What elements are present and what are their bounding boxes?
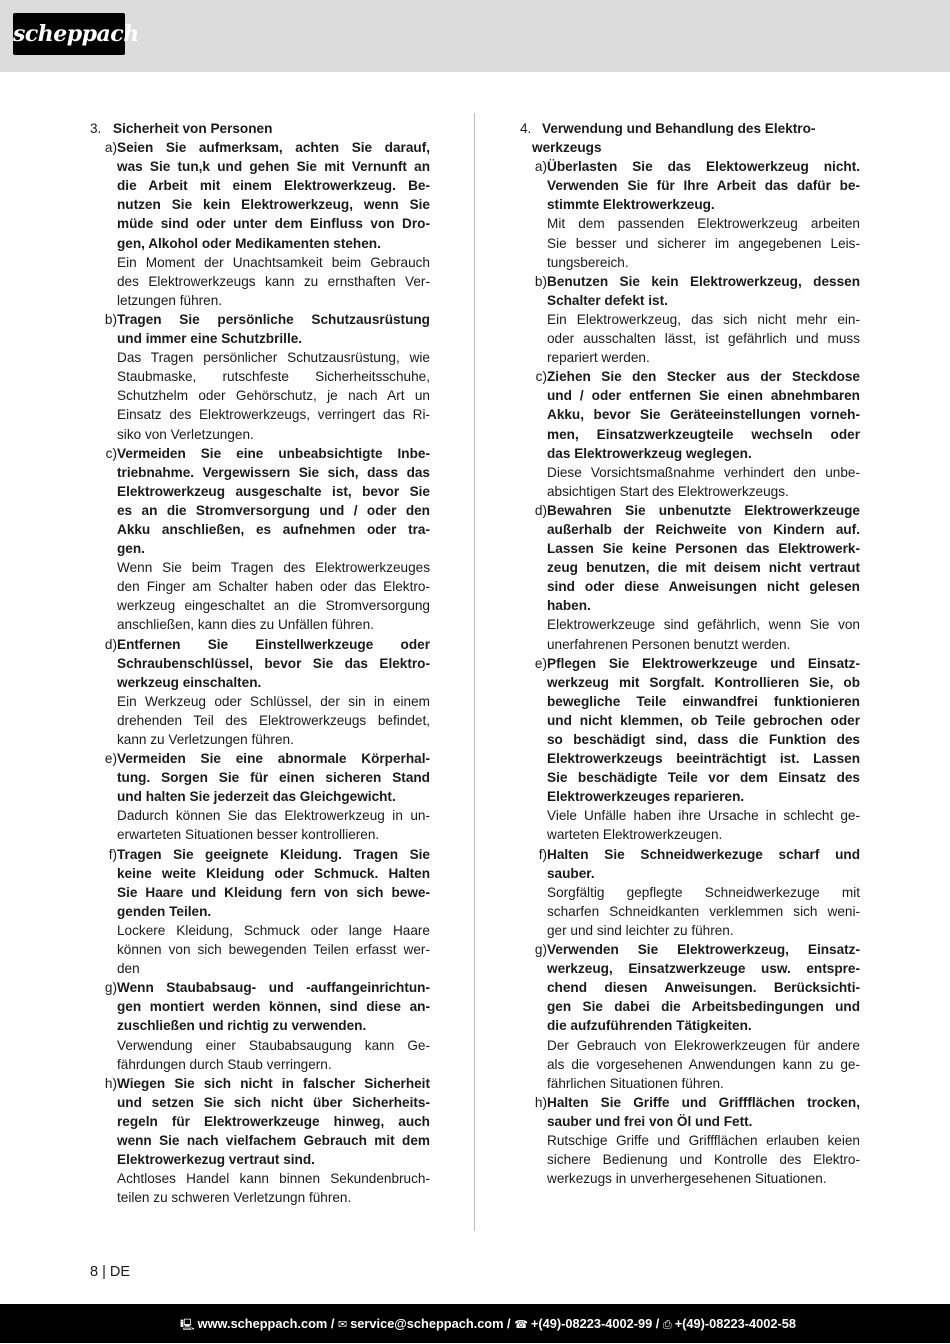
explanation-line: oder ausschalten lässt, ist gefährlich und muss bbox=[547, 331, 860, 347]
section-number: 3. bbox=[90, 121, 102, 136]
item-body bbox=[547, 501, 860, 654]
instruction-line: genden Teilen. bbox=[117, 903, 212, 919]
instruction-line: Sie beschädigte Teile vor dem Einsatz des bbox=[547, 770, 860, 786]
item-letter: f) bbox=[108, 846, 117, 862]
explanation-line: siko von Verletzungen. bbox=[117, 426, 254, 442]
explanation-line: Sie besser und sicherer im angegebenen Leis- bbox=[547, 235, 860, 251]
instruction-line: Wenn Staubabsaug- und -auffangeinrichtun- bbox=[117, 980, 430, 996]
header-bar bbox=[0, 0, 950, 72]
explanation-line: Lockere Kleidung, Schmuck oder lange Haare bbox=[117, 922, 430, 938]
explanation-line: teilen zu schweren Verletzungn führen. bbox=[117, 1190, 352, 1206]
instruction-line: Halten Sie Griffe und Griffflächen trocken, bbox=[547, 1094, 860, 1110]
section-heading bbox=[90, 119, 430, 138]
instruction-line: wenn Sie nach vielfachem Gebrauch mit dem bbox=[117, 1132, 430, 1148]
instruction-line: werkzeug mit Sorgfalt. Kontrollieren Sie, ob bbox=[547, 674, 860, 690]
instruction-line: Verwenden Sie für Ihre Arbeit das dafür be- bbox=[547, 178, 860, 194]
item-body bbox=[117, 845, 430, 979]
list-item bbox=[90, 978, 430, 1073]
item-body bbox=[117, 978, 430, 1073]
explanation-line: unerfahrenen Personen benutzt werden. bbox=[547, 636, 791, 652]
item-body bbox=[547, 654, 860, 845]
instruction-line: Vermeiden Sie eine abnormale Körperhal- bbox=[117, 751, 430, 767]
instruction-line: außerhalb der Reichweite von Kindern auf. bbox=[547, 521, 860, 537]
explanation-line: Elektrowerkzeuge sind gefährlich, wenn Sie von bbox=[547, 617, 860, 633]
instruction-line: keine weite Kleidung oder Schmuck. Halten bbox=[117, 865, 430, 881]
instruction-line: men, Einsatzwerkzeugteile wechseln oder bbox=[547, 426, 860, 442]
instruction-line: sind oder diese Anweisungen nicht gelesen bbox=[547, 579, 860, 595]
instruction-line: es an die Stromversorgung und / oder den bbox=[117, 502, 430, 518]
left-column bbox=[90, 119, 430, 1207]
instruction-line: und immer eine Schutzbrille. bbox=[117, 331, 303, 347]
explanation-line: Ein Moment der Unachtsamkeit beim Gebrauch bbox=[117, 254, 430, 270]
instruction-line: Verwenden Sie Elektrowerkzeug, Einsatz- bbox=[547, 942, 860, 958]
instruction-line: und / oder entfernen Sie einen abnehmbaren bbox=[547, 388, 860, 404]
instruction-line: zeug benutzen, die mit deisem nicht vertraut bbox=[547, 560, 860, 576]
explanation-line: warteten Elektrowerkzeugen. bbox=[547, 827, 723, 843]
list-item bbox=[90, 635, 430, 750]
item-letter: g) bbox=[534, 942, 547, 958]
instruction-line: Tragen Sie geeignete Kleidung. Tragen Sie bbox=[117, 846, 430, 862]
explanation-line: absichtigen Start des Elektrowerkzeugs. bbox=[547, 483, 789, 499]
list-item bbox=[520, 940, 860, 1093]
instruction-line: regeln für Elektrowerkzeuge hinweg, auch bbox=[117, 1113, 430, 1129]
item-letter: d) bbox=[104, 636, 117, 652]
instruction-line: Schraubenschlüssel, bevor Sie das Elektro- bbox=[117, 655, 430, 671]
instruction-line: werkzeug einschalten. bbox=[117, 674, 262, 690]
list-item bbox=[90, 1074, 430, 1208]
instruction-line: und halten Sie jederzeit das Gleichgewicht. bbox=[117, 789, 396, 805]
instruction-line: Akku, bevor Sie Geräteeinstellungen vorneh- bbox=[547, 407, 860, 423]
instruction-line: Elektrowerkezug vertraut sind. bbox=[117, 1152, 315, 1168]
explanation-line: Wenn Sie beim Tragen des Elektrowerkzeuges bbox=[117, 560, 430, 576]
list-item bbox=[90, 310, 430, 444]
instruction-line: zuschließen und richtig zu verwenden. bbox=[117, 1018, 367, 1034]
explanation-line: tungsbereich. bbox=[547, 254, 629, 270]
explanation-line: den bbox=[117, 961, 140, 977]
instruction-line: und nicht klemmen, ob Teile gebrochen oder bbox=[547, 712, 860, 728]
instruction-line: Seien Sie aufmerksam, achten Sie darauf, bbox=[117, 140, 430, 156]
instruction-line: triebnahme. Vergewissern Sie sich, dass das bbox=[117, 464, 430, 480]
item-letter: f) bbox=[538, 846, 547, 862]
explanation-line: Viele Unfälle haben ihre Ursache in schlecht ge- bbox=[547, 808, 860, 824]
item-body bbox=[547, 1093, 860, 1188]
instruction-line: gen montiert werden können, sind diese an- bbox=[117, 999, 430, 1015]
instruction-line: die Arbeit mit einem Elektrowerkzeug. Be- bbox=[117, 178, 430, 194]
instruction-line: Lassen Sie keine Personen das Elektrowerk- bbox=[547, 541, 860, 557]
instruction-line: Tragen Sie persönliche Schutzausrüstung bbox=[117, 311, 430, 327]
instruction-line: Elektrowerkzeuges reparieren. bbox=[547, 789, 745, 805]
item-letter: c) bbox=[535, 369, 547, 385]
explanation-line: als die vorgesehenen Anwendungen kann zu ge- bbox=[547, 1056, 860, 1072]
instruction-line: bewegliche Teile einwandfrei funktionieren bbox=[547, 693, 860, 709]
instruction-line: stimmte Elektrowerkzeug. bbox=[547, 197, 715, 213]
instruction-line: Bewahren Sie unbenutzte Elektrowerkzeuge bbox=[547, 502, 860, 518]
item-body bbox=[117, 138, 430, 310]
instruction-line: Halten Sie Schneidwerkezuge scharf und bbox=[547, 846, 860, 862]
instruction-line: müde sind oder unter dem Einfluss von Dro- bbox=[117, 216, 430, 232]
explanation-line: Mit dem passenden Elektrowerkzeug arbeiten bbox=[547, 216, 860, 232]
instruction-line: das Elektrowerkzeug weglegen. bbox=[547, 445, 752, 461]
item-body bbox=[547, 940, 860, 1093]
explanation-line: kann zu Verletzungen führen. bbox=[117, 732, 294, 747]
brand-logo: scheppach bbox=[13, 13, 125, 55]
instruction-line: werkzeug, Einsatzwerkzeuge usw. entspre- bbox=[547, 961, 860, 977]
item-letter: b) bbox=[534, 273, 547, 289]
instruction-line: Benutzen Sie kein Elektrowerkzeug, dessen bbox=[547, 273, 860, 289]
instruction-line: so beschädigt sind, dass die Funktion des bbox=[547, 732, 860, 747]
instruction-line: Sie Haare und Kleidung fern von sich bewe- bbox=[117, 884, 430, 900]
instruction-line: Elektrowerkzeug ausgeschalte ist, bevor Sie bbox=[117, 483, 430, 499]
list-item bbox=[520, 1093, 860, 1188]
explanation-line: sichere Bedienung und Kontrolle des Elektro- bbox=[547, 1152, 860, 1168]
item-letter: d) bbox=[534, 502, 547, 518]
instruction-line: die aufzuführenden Tätigkeiten. bbox=[547, 1018, 752, 1034]
section-title: Sicherheit von Personen bbox=[113, 121, 273, 136]
list-item bbox=[520, 367, 860, 501]
explanation-line: des Elektrowerkzeugs kann zu ernsthaften Ver- bbox=[117, 273, 430, 289]
explanation-line: Verwendung einer Staubabsaugung kann Ge- bbox=[117, 1037, 430, 1053]
instruction-line: und setzen Sie sich nicht über Sicherheits- bbox=[117, 1094, 430, 1110]
item-body bbox=[117, 749, 430, 844]
list-item bbox=[520, 845, 860, 940]
column-divider bbox=[474, 113, 475, 1231]
website-link[interactable]: www.scheppach.com / bbox=[197, 1316, 335, 1331]
instruction-line: Akku anschließen, es aufnehmen oder tra- bbox=[117, 521, 430, 537]
instruction-line: gen, Alkohol oder Medikamenten stehen. bbox=[117, 235, 381, 251]
explanation-line: fährlichen Situationen führen. bbox=[547, 1075, 724, 1091]
list-item bbox=[90, 444, 430, 635]
explanation-line: Schutzhelm oder Gehörschutz, je nach Art un bbox=[117, 388, 430, 404]
item-letter: b) bbox=[104, 311, 117, 327]
right-column bbox=[520, 119, 860, 1188]
explanation-line: Achtloses Handel kann binnen Sekundenbruch- bbox=[117, 1171, 430, 1187]
explanation-line: Der Gebrauch von Elekrowerkzeugen für andere bbox=[547, 1037, 860, 1053]
item-list bbox=[90, 138, 430, 1207]
item-body bbox=[547, 367, 860, 501]
explanation-line: anschließen, kann dies zu Unfällen führen. bbox=[117, 617, 374, 633]
instruction-line: chend diesen Anweisungen. Berücksichti- bbox=[547, 980, 860, 996]
phone-number: +(49)-08223-4002-99 / bbox=[530, 1316, 660, 1331]
list-item bbox=[520, 272, 860, 367]
item-body bbox=[117, 1074, 430, 1208]
item-letter: a) bbox=[104, 140, 117, 156]
email-link[interactable]: service@scheppach.com / bbox=[350, 1316, 511, 1331]
instruction-line: Elektrowerkzeugs beeinträchtigt ist. Lassen bbox=[547, 751, 860, 767]
list-item bbox=[90, 749, 430, 844]
explanation-line: Das Tragen persönlicher Schutzausrüstung, wie bbox=[117, 350, 430, 366]
explanation-line: Staubmaske, rutschfeste Sicherheitsschuhe, bbox=[117, 369, 430, 385]
explanation-line: Sorgfältig gepflegte Schneidwerkezuge mit bbox=[547, 884, 860, 900]
list-item bbox=[520, 654, 860, 845]
item-body bbox=[117, 310, 430, 444]
explanation-line: letzungen führen. bbox=[117, 292, 223, 308]
item-letter: a) bbox=[534, 159, 547, 175]
item-letter: h) bbox=[534, 1094, 547, 1110]
explanation-line: repariert werden. bbox=[547, 350, 650, 366]
instruction-line: Überlasten Sie das Elektowerkzeug nicht. bbox=[547, 159, 860, 175]
item-body bbox=[117, 635, 430, 750]
item-letter: c) bbox=[105, 445, 117, 461]
instruction-line: sauber. bbox=[547, 865, 595, 881]
explanation-line: Einsatz des Elektrowerkzeugs, verringert das Ri- bbox=[117, 407, 430, 423]
instruction-line: Ziehen Sie den Stecker aus der Steckdose bbox=[547, 369, 860, 385]
list-item bbox=[520, 501, 860, 654]
instruction-line: sauber und frei von Öl und Fett. bbox=[547, 1113, 753, 1129]
fax-icon: ⎙ bbox=[662, 1318, 672, 1331]
item-body bbox=[117, 444, 430, 635]
section-title-continued: werkzeugs bbox=[532, 140, 602, 156]
page-number: 8 | DE bbox=[90, 1264, 131, 1280]
computer-icon: 🖳 bbox=[179, 1318, 195, 1331]
section-title: Verwendung und Behandlung des Elektro- bbox=[542, 121, 816, 136]
envelope-icon: ✉ bbox=[337, 1318, 348, 1331]
item-letter: g) bbox=[104, 980, 117, 996]
instruction-line: tung. Sorgen Sie für einen sicheren Stand bbox=[117, 770, 430, 786]
explanation-line: den Finger am Schalter haben oder das Elektro- bbox=[117, 579, 430, 595]
section-number: 4. bbox=[520, 121, 532, 136]
instruction-line: Wiegen Sie sich nicht in falscher Sicherheit bbox=[117, 1075, 430, 1091]
list-item bbox=[520, 157, 860, 272]
item-body bbox=[547, 845, 860, 940]
instruction-line: gen Sie dabei die Arbeitsbedingungen und bbox=[547, 999, 860, 1015]
explanation-line: Dadurch können Sie das Elektrowerkzeug in un- bbox=[117, 808, 430, 824]
instruction-line: Pflegen Sie Elektrowerkzeuge und Einsatz- bbox=[547, 655, 860, 671]
explanation-line: Ein Werkzeug oder Schlüssel, der sin in einem bbox=[117, 693, 430, 709]
instruction-line: haben. bbox=[547, 598, 591, 614]
instruction-line: Vermeiden Sie eine unbeabsichtigte Inbe- bbox=[117, 445, 430, 461]
footer-bar bbox=[0, 1304, 950, 1343]
explanation-line: fährdungen durch Staub verringern. bbox=[117, 1056, 332, 1072]
explanation-line: werkzeug eingeschaltet an die Stromversorgung bbox=[117, 598, 430, 614]
instruction-line: nutzen Sie kein Elektrowerkzeug, wenn Sie bbox=[117, 197, 430, 213]
list-item bbox=[90, 845, 430, 979]
explanation-line: Ein Elektrowerkzeug, das sich nicht mehr ein- bbox=[547, 311, 860, 327]
explanation-line: können von sich bewegenden Teilen erfasst wer- bbox=[117, 942, 430, 958]
explanation-line: erwarteten Situationen besser kontrollieren. bbox=[117, 827, 380, 843]
item-letter: h) bbox=[104, 1075, 117, 1091]
item-list bbox=[520, 157, 860, 1188]
explanation-line: Rutschige Griffe und Griffflächen erlauben keien bbox=[547, 1132, 860, 1148]
instruction-line: gen. bbox=[117, 541, 145, 557]
instruction-line: Schalter defekt ist. bbox=[547, 292, 668, 308]
telephone-icon: ☎ bbox=[514, 1318, 528, 1331]
item-letter: e) bbox=[534, 655, 547, 671]
list-item bbox=[90, 138, 430, 310]
section-heading bbox=[520, 119, 860, 138]
item-body bbox=[547, 157, 860, 272]
item-letter: e) bbox=[104, 751, 117, 767]
explanation-line: Diese Vorsichtsmaßnahme verhindert den unbe- bbox=[547, 464, 860, 480]
explanation-line: drehenden Teil des Elektrowerkzeugs befindet, bbox=[117, 712, 430, 728]
instruction-line: Entfernen Sie Einstellwerkzeuge oder bbox=[117, 636, 430, 652]
explanation-line: werkezugs in unverhergesehenen Situationen. bbox=[547, 1171, 827, 1187]
explanation-line: scharfen Schneidkanten verklemmen sich weni- bbox=[547, 903, 860, 919]
item-body bbox=[547, 272, 860, 367]
fax-number: +(49)-08223-4002-58 bbox=[674, 1316, 796, 1331]
instruction-line: was Sie tun,k und gehen Sie mit Vernunft an bbox=[117, 159, 430, 175]
explanation-line: ger und sind leichter zu führen. bbox=[547, 922, 734, 938]
